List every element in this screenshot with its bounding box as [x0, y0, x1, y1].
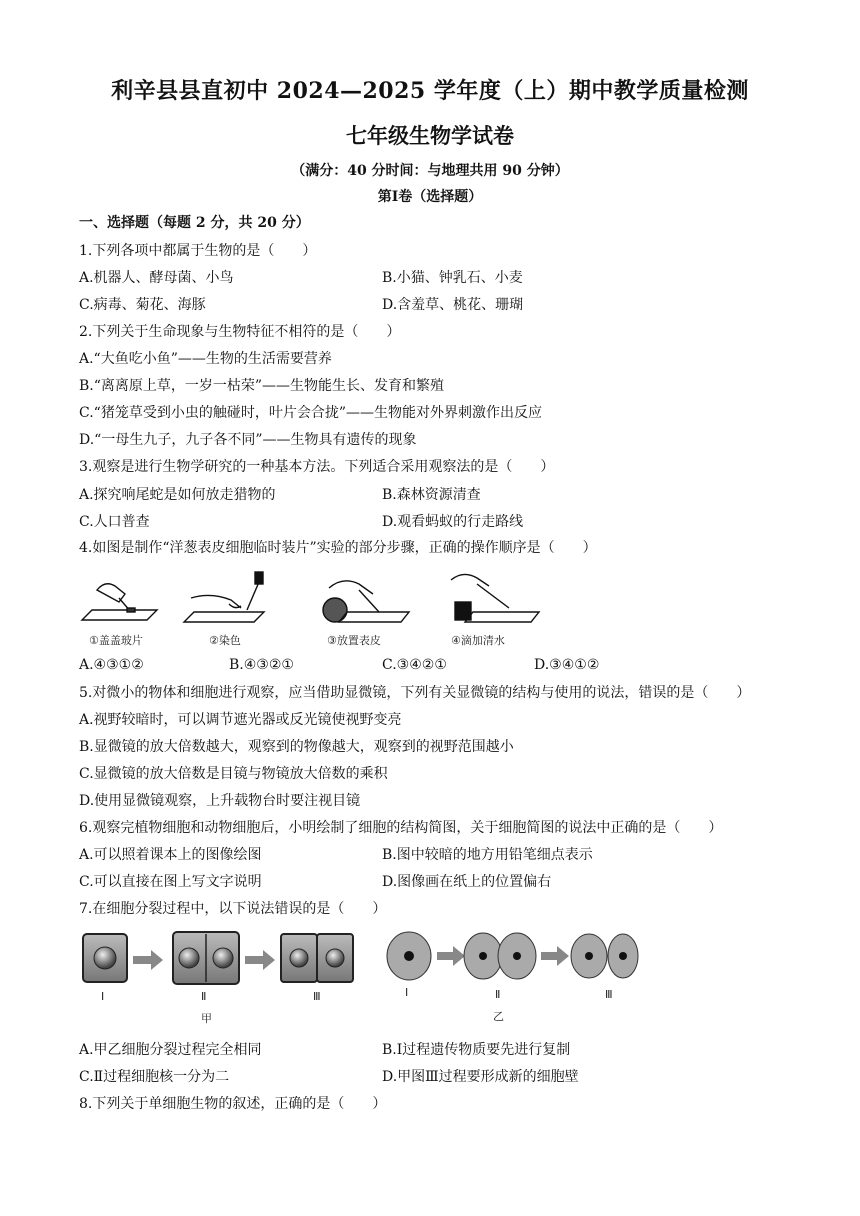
q6-option-a: A.可以照着课本上的图像绘图 — [79, 847, 262, 863]
q1-option-d: D.含羞草、桃花、珊瑚 — [382, 297, 524, 313]
q3-option-b: B.森林资源清查 — [382, 487, 481, 503]
q7-label-jia: 甲 — [201, 1012, 212, 1025]
plant-cell-stage-1 — [83, 934, 127, 982]
q7-label-yi-2: Ⅱ — [495, 988, 501, 1001]
q7-option-a: A.甲乙细胞分裂过程完全相同 — [79, 1042, 262, 1058]
q7-option-c: C.Ⅱ过程细胞核一分为二 — [79, 1069, 230, 1085]
q3-option-c: C.人口普查 — [79, 514, 150, 530]
q4-option-b: B.④③②① — [229, 657, 294, 673]
q4-option-d: D.③④①② — [534, 657, 600, 673]
q7-label-jia-3: Ⅲ — [313, 990, 321, 1003]
q3-option-d: D.观看蚂蚁的行走路线 — [382, 514, 524, 530]
q7-option-b: B.Ⅰ过程遗传物质要先进行复制 — [382, 1042, 571, 1058]
q4-label-4: ④滴加清水 — [451, 634, 505, 647]
q7-label-yi: 乙 — [493, 1010, 504, 1023]
q7-option-d: D.甲图Ⅲ过程要形成新的细胞壁 — [382, 1069, 579, 1085]
q2-option-b: B.“离离原上草，一岁一枯荣”——生物能生长、发育和繁殖 — [79, 378, 445, 394]
plant-cell-stage-2 — [173, 932, 239, 984]
q2-stem: 2.下列关于生命现象与生物特征不相符的是（ ） — [79, 324, 401, 340]
q4-label-1: ①盖盖玻片 — [89, 634, 143, 647]
q7-stem: 7.在细胞分裂过程中，以下说法错误的是（ ） — [79, 901, 387, 917]
q5-option-a: A.视野较暗时，可以调节遮光器或反光镜使视野变亮 — [79, 712, 402, 728]
exam-subtitle: 七年级生物学试卷 — [346, 123, 514, 148]
q5-option-c: C.显微镜的放大倍数是目镜与物镜放大倍数的乘积 — [79, 766, 388, 782]
q4-stem: 4.如图是制作“洋葱表皮细胞临时装片”实验的部分步骤，正确的操作顺序是（ ） — [79, 540, 597, 556]
animal-cell-stage-2 — [464, 933, 536, 979]
q6-option-d: D.图像画在纸上的位置偏右 — [382, 874, 552, 890]
q6-option-c: C.可以直接在图上写文字说明 — [79, 874, 262, 890]
exam-info: （满分：40 分时间：与地理共用 90 分钟） — [291, 163, 569, 179]
q6-stem: 6.观察完植物细胞和动物细胞后，小明绘制了细胞的结构简图，关于细胞简图的说法中正确的是（ ） — [79, 820, 723, 836]
arrow-icon — [245, 950, 275, 970]
section-heading: 一、选择题（每题 2 分，共 20 分） — [79, 215, 310, 231]
q5-option-b: B.显微镜的放大倍数越大，观察到的物像越大，观察到的视野范围越小 — [79, 739, 514, 755]
animal-cell-stage-3 — [571, 934, 638, 978]
q7-label-yi-1: Ⅰ — [405, 986, 409, 999]
q7-figure — [79, 928, 639, 1028]
adding-water-illustration — [451, 574, 539, 622]
q4-label-2: ②染色 — [209, 634, 241, 647]
q5-stem: 5.对微小的物体和细胞进行观察，应当借助显微镜，下列有关显微镜的结构与使用的说法，错误的是（ ） — [79, 685, 751, 701]
q8-stem: 8.下列关于单细胞生物的叙述，正确的是（ ） — [79, 1096, 387, 1112]
q4-label-3: ③放置表皮 — [327, 634, 381, 647]
q7-label-jia-2: Ⅱ — [201, 990, 207, 1003]
part-heading: 第Ⅰ卷（选择题） — [377, 189, 483, 205]
staining-illustration — [184, 572, 264, 622]
q5-option-d: D.使用显微镜观察，上升载物台时要注视目镜 — [79, 793, 361, 809]
q2-option-d: D.“一母生九子，九子各不同”——生物具有遗传的现象 — [79, 432, 417, 448]
q2-option-a: A.“大鱼吃小鱼”——生物的生活需要营养 — [79, 351, 332, 367]
q4-figure — [79, 568, 549, 648]
q4-option-a: A.④③①② — [79, 657, 144, 673]
q2-option-c: C.“猪笼草受到小虫的触碰时，叶片会合拢”——生物能对外界刺激作出反应 — [79, 405, 542, 421]
arrow-icon — [133, 950, 163, 970]
q1-stem: 1.下列各项中都属于生物的是（ ） — [79, 243, 317, 259]
cover-slip-illustration — [82, 584, 157, 620]
q3-stem: 3.观察是进行生物学研究的一种基本方法。下列适合采用观察法的是（ ） — [79, 459, 555, 475]
placing-epidermis-illustration — [323, 581, 409, 622]
q7-label-jia-1: Ⅰ — [101, 990, 105, 1003]
q4-option-c: C.③④②① — [382, 657, 447, 673]
plant-cell-stage-3 — [281, 934, 353, 982]
arrow-icon — [437, 946, 465, 966]
q1-option-a: A.机器人、酵母菌、小鸟 — [79, 270, 234, 286]
q6-option-b: B.图中较暗的地方用铅笔细点表示 — [382, 847, 593, 863]
arrow-icon — [541, 946, 569, 966]
q3-option-a: A.探究响尾蛇是如何放走猎物的 — [79, 487, 276, 503]
exam-title: 利辛县县直初中 2024—2025 学年度（上）期中教学质量检测 — [111, 78, 749, 104]
q7-label-yi-3: Ⅲ — [605, 988, 613, 1001]
q1-option-c: C.病毒、菊花、海豚 — [79, 297, 206, 313]
animal-cell-stage-1 — [387, 932, 431, 980]
q1-option-b: B.小猫、钟乳石、小麦 — [382, 270, 523, 286]
